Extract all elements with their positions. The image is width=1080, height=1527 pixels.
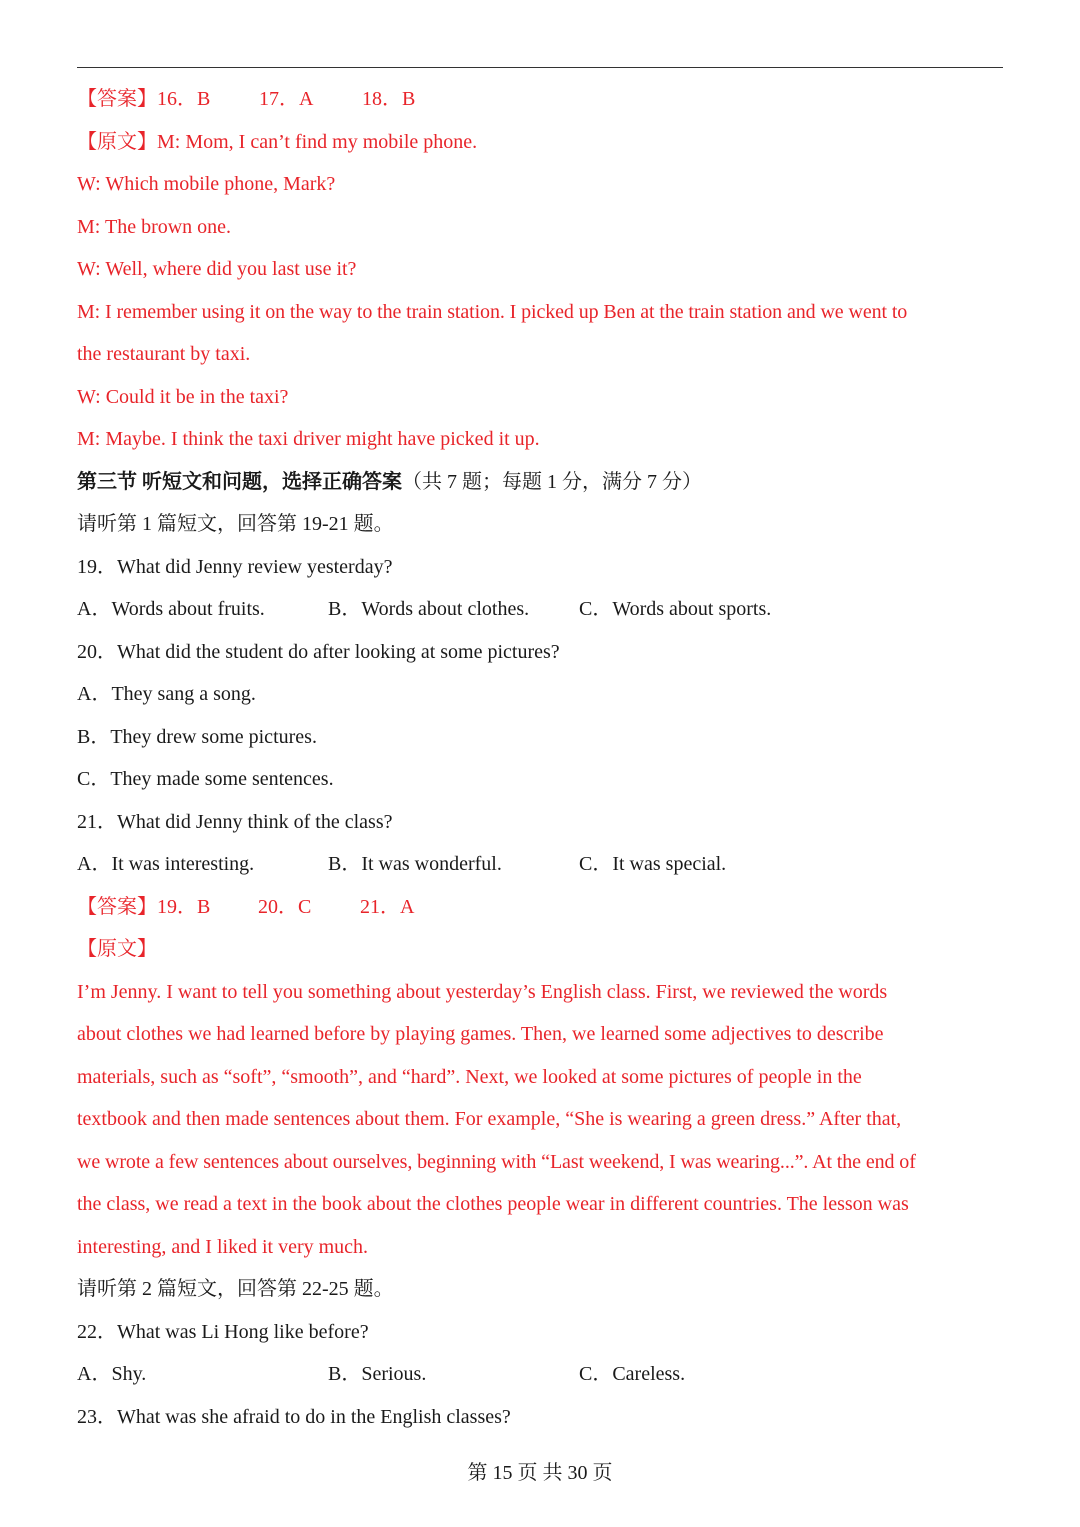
section-title: 第三节 听短文和问题，选择正确答案 bbox=[77, 470, 402, 493]
answer-20: 20．C bbox=[258, 895, 312, 918]
transcript-text: M: Mom, I can’t find my mobile phone. bbox=[157, 130, 478, 153]
transcript-line: W: Which mobile phone, Mark? bbox=[77, 173, 336, 195]
passage-instruction: 请听第 2 篇短文，回答第 22-25 题。 bbox=[77, 1278, 394, 1300]
question-stem: 19．What did Jenny review yesterday? bbox=[77, 555, 393, 578]
question-stem: 22．What was Li Hong like before? bbox=[77, 1320, 369, 1343]
option-b: B．Serious. bbox=[328, 1363, 427, 1385]
option-a: A．Words about fruits. bbox=[77, 598, 265, 620]
answer-line-19-21 bbox=[77, 886, 1007, 929]
page-footer: 第 15 页 共 30 页 bbox=[467, 1462, 613, 1484]
transcript-line: materials, such as “soft”, “smooth”, and “hard”. Next, we looked at some pictures of people in the bbox=[77, 1065, 862, 1088]
page-content bbox=[77, 78, 1007, 1438]
transcript-line: M: The brown one. bbox=[77, 215, 232, 238]
answer-17: 17．A bbox=[259, 88, 314, 110]
question-stem: 21．What did Jenny think of the class? bbox=[77, 810, 393, 833]
transcript-line bbox=[77, 121, 1007, 164]
answer-16: 16．B bbox=[157, 88, 211, 110]
option-b: B．They drew some pictures. bbox=[77, 725, 317, 748]
transcript-line: textbook and then made sentences about them. For example, “She is wearing a green dress.” After that, bbox=[77, 1108, 902, 1130]
option-a: A．They sang a song. bbox=[77, 683, 256, 705]
transcript-line: we wrote a few sentences about ourselves, beginning with “Last weekend, I was wearing...”. At the end of bbox=[77, 1150, 916, 1173]
transcript-line: interesting, and I liked it very much. bbox=[77, 1235, 369, 1258]
transcript-tag: 【原文】 bbox=[77, 938, 157, 960]
answer-line-16-18 bbox=[77, 78, 1007, 121]
section-heading bbox=[77, 461, 1007, 504]
transcript-line: W: Could it be in the taxi? bbox=[77, 385, 289, 408]
section-note: （共 7 题；每题 1 分，满分 7 分） bbox=[402, 470, 702, 493]
answer-21: 21．A bbox=[360, 895, 415, 918]
option-c: C．They made some sentences. bbox=[77, 768, 334, 790]
option-b: B．Words about clothes. bbox=[328, 598, 530, 620]
option-a: A．It was interesting. bbox=[77, 853, 255, 875]
question-options bbox=[77, 588, 1007, 631]
option-a: A．Shy. bbox=[77, 1363, 147, 1385]
question-options bbox=[77, 843, 1007, 886]
option-b: B．It was wonderful. bbox=[328, 853, 502, 875]
header-rule bbox=[77, 67, 1003, 68]
answer-tag: 【答案】 bbox=[77, 895, 157, 918]
transcript-line: about clothes we had learned before by playing games. Then, we learned some adjectives to describe bbox=[77, 1023, 884, 1045]
answer-19: 19．B bbox=[157, 895, 211, 918]
option-c: C．It was special. bbox=[579, 853, 727, 875]
transcript-line: W: Well, where did you last use it? bbox=[77, 258, 357, 280]
transcript-line: the restaurant by taxi. bbox=[77, 343, 251, 365]
transcript-line: I’m Jenny. I want to tell you something about yesterday’s English class. First, we reviewed the words bbox=[77, 980, 888, 1003]
transcript-line: the class, we read a text in the book about the clothes people wear in different countries. The lesson was bbox=[77, 1193, 909, 1215]
transcript-line: M: Maybe. I think the taxi driver might have picked it up. bbox=[77, 428, 540, 450]
option-c: C．Words about sports. bbox=[579, 598, 772, 620]
answer-18: 18．B bbox=[362, 88, 416, 110]
question-options bbox=[77, 1353, 1007, 1396]
question-stem: 23．What was she afraid to do in the English classes? bbox=[77, 1405, 511, 1428]
passage-instruction: 请听第 1 篇短文，回答第 19-21 题。 bbox=[77, 513, 394, 535]
answer-tag: 【答案】 bbox=[77, 88, 157, 110]
transcript-tag: 【原文】 bbox=[77, 130, 157, 153]
option-c: C．Careless. bbox=[579, 1363, 686, 1385]
transcript-line: M: I remember using it on the way to the train station. I picked up Ben at the train station and we went to bbox=[77, 300, 908, 323]
question-stem: 20．What did the student do after looking at some pictures? bbox=[77, 640, 560, 663]
